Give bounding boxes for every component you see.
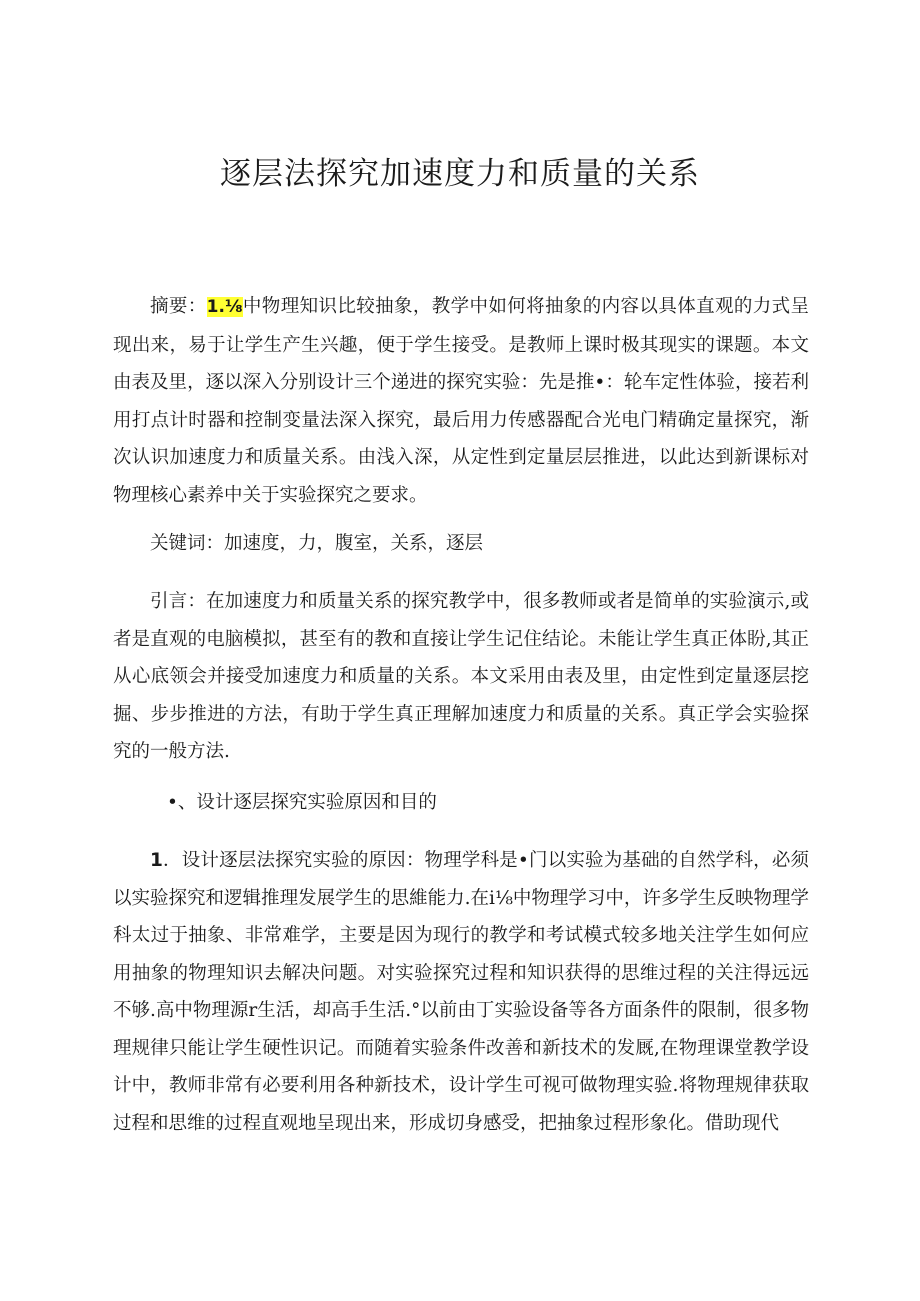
- intro-text: 在加速度力和质量关系的探究教学中，很多教师或者是简单的实验演示,或者是直观的电脑模拟，甚至有的教和直接让学生记住结论。未能让学生真正体盼,其正从心底领会并接受加速度力和质量的关系。本文采用由表及里，由定性到定量逐层挖掘、步步推进的方法，有助于学生真正理解加速度力和质量的关系。真正学会实验探究的一般方法.: [113, 591, 809, 762]
- highlighted-text: 1.⅛: [206, 297, 243, 317]
- abstract-text: 中物理知识比较抽象，教学中如何将抽象的内容以具体直观的力式呈现出来，易于让学生产生兴趣，便于学生接受。是教师上课时极其现实的课题。本文由表及里，逐以深入分别设计三个递进的探究实验：先是推•：轮车定性体验，接若利用打点计时器和控制变量法深入探究，最后用力传感器配合光电门精确定量探究，渐次认识加速度力和质量关系。由浅入深，从定性到定量层层推进，以此达到新课标对物理核心素养中关于实验探究之要求。: [113, 296, 809, 506]
- abstract-paragraph: [113, 288, 809, 514]
- keywords-label: 关键词：: [150, 533, 225, 554]
- abstract-label: 摘要：: [150, 296, 207, 317]
- document-title: 逐层法探究加速度力和质量的关系: [220, 156, 700, 192]
- intro-label: 引言：: [150, 591, 206, 612]
- section-heading: •、设计逐层探究实验原因和目的: [167, 792, 437, 813]
- item-text: ．设计逐层法探究实验的原因：物理学科是•门以实验为基础的自然学科，必须以实验探究和逻辑推理发展学生的思維能力.在i⅛中物理学习中，许多学生反映物理学科太过于抽象、非常难学，主要是因为现行的教学和考试模式较多地关注学生如何应用抽象的物理知识去解决问题。对实验探究过程和知识获得的思维过程的关注得远远不够.高中物理源r生活，却高手生活.°以前由丁实验设备等各方面条件的限制，很多物理规律只能让学生硬性识记。而随着实验条件改善和新技术的发厩,在物理课堂教学设计中，教师非常有必要利用各种新技术，设计学生可视可做物理实验.将物理规律获取过程和思维的过程直观地呈现出来，形成切身感受，把抽象过程形象化。借助现代: [113, 850, 809, 1134]
- keywords-text: 加速度，力，腹室，关系，逐层: [224, 533, 484, 554]
- keywords-paragraph: [113, 525, 809, 563]
- intro-paragraph: [113, 583, 809, 771]
- item-paragraph: [113, 842, 809, 1142]
- item-number: 1: [150, 850, 163, 871]
